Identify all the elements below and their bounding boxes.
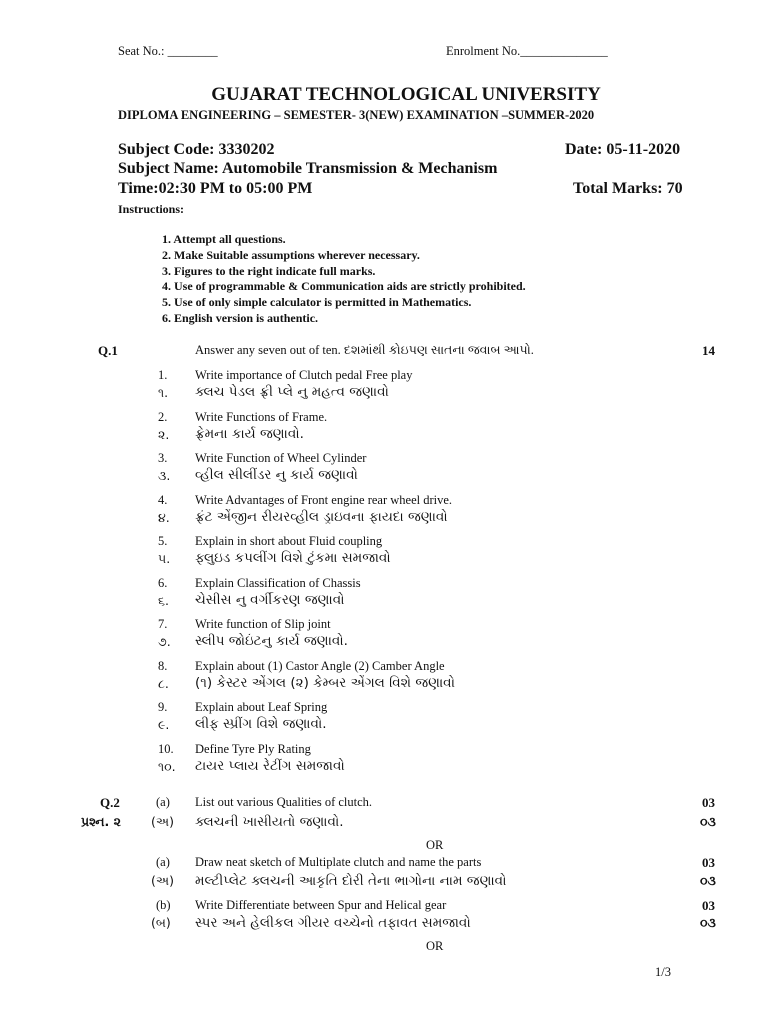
q2a-alt-marks-gujarati: ૦૩ xyxy=(700,873,716,888)
q2b-sub-gujarati: (બ) xyxy=(151,915,171,930)
q1-item-number-gujarati: ૧. xyxy=(158,385,169,400)
q1-item-text: Explain in short about Fluid coupling xyxy=(195,534,383,548)
instruction-item: 6. English version is authentic. xyxy=(162,310,319,325)
q1-item-text: Write Functions of Frame. xyxy=(195,410,328,424)
q1-item-number: 9. xyxy=(158,700,168,714)
q1-label: Q.1 xyxy=(98,343,118,358)
q1-item-text: Write importance of Clutch pedal Free play xyxy=(195,368,413,382)
q1-item-number: 3. xyxy=(158,451,168,465)
q1-item-number-gujarati: ૪. xyxy=(158,510,170,525)
q2b-text-gujarati: સ્પર અને હેલીકલ ગીયર વચ્ચેનો તફાવત સમજાવો xyxy=(195,915,471,931)
university-title: GUJARAT TECHNOLOGICAL UNIVERSITY xyxy=(211,84,601,105)
q1-item-number-gujarati: ૯. xyxy=(158,717,170,732)
total-marks: Total Marks: 70 xyxy=(573,180,683,197)
q1-item-text-gujarati: ફ્રેમના કાર્ય જણાવો. xyxy=(195,426,304,442)
q1-item-number: 1. xyxy=(158,368,168,382)
q2a-marks-gujarati: ૦૩ xyxy=(700,814,716,829)
q1-item-text-gujarati: ફ્લુઇડ કપલીંગ વિશે ટુંકમા સમજાવો xyxy=(195,550,391,566)
q2a-alt-text-gujarati: મલ્ટીપ્લેટ ક્લચની આકૃતિ દોરી તેના ભાગોના નામ જણાવો xyxy=(195,873,507,889)
q2-label-gujarati: પ્રશ્ન. ૨ xyxy=(81,814,121,829)
q1-item-text: Define Tyre Ply Rating xyxy=(195,742,311,756)
q2a-sub-gujarati: (અ) xyxy=(151,814,174,829)
instruction-item: 5. Use of only simple calculator is permitted in Mathematics. xyxy=(162,295,472,310)
enrolment-number: Enrolment No.______________ xyxy=(446,44,608,58)
instructions-list xyxy=(162,232,526,327)
q1-item-number: 2. xyxy=(158,410,168,424)
q1-item-number: 7. xyxy=(158,617,168,631)
q1-marks: 14 xyxy=(702,343,715,358)
q2b-text: Write Differentiate between Spur and Helical gear xyxy=(195,898,447,912)
q1-item-text-gujarati: વ્હીલ સીલીંડર નુ કાર્ય જણાવો xyxy=(195,467,358,483)
or-divider: OR xyxy=(426,939,444,953)
q1-item-text: Write Advantages of Front engine rear wheel drive. xyxy=(195,493,453,507)
instruction-item: 3. Figures to the right indicate full marks. xyxy=(162,263,376,278)
q2a-alt-sub: (a) xyxy=(156,855,170,869)
seat-number: Seat No.: ________ xyxy=(118,44,218,58)
q2a-alt-text: Draw neat sketch of Multiplate clutch and name the parts xyxy=(195,855,482,869)
q2b-sub: (b) xyxy=(156,898,171,912)
exam-line: DIPLOMA ENGINEERING – SEMESTER- 3(NEW) EXAMINATION –SUMMER-2020 xyxy=(118,108,595,122)
q1-item-number: 6. xyxy=(158,576,168,590)
q2a-alt-marks: 03 xyxy=(702,855,715,870)
exam-time: Time:02:30 PM to 05:00 PM xyxy=(118,180,313,197)
q2a-alt-sub-gujarati: (અ) xyxy=(151,873,174,888)
q2b-marks-gujarati: ૦૩ xyxy=(700,915,716,930)
instruction-item: 4. Use of programmable & Communication aids are strictly prohibited. xyxy=(162,279,526,294)
q1-item-text: Explain Classification of Chassis xyxy=(195,576,361,590)
q1-item-text: Explain about Leaf Spring xyxy=(195,700,328,714)
q1-item-text-gujarati: સ્લીપ જોઇંટનુ કાર્ય જણાવો. xyxy=(195,633,348,649)
q1-item-text-gujarati: ક્લચ પેડલ ફ્રી પ્લે નુ મહત્વ જણાવો xyxy=(195,384,389,400)
q1-item-number: 5. xyxy=(158,534,168,548)
exam-date: Date: 05-11-2020 xyxy=(565,141,681,158)
q2a-sub: (a) xyxy=(156,795,170,809)
q1-item-text: Write Function of Wheel Cylinder xyxy=(195,451,367,465)
page-number: 1/3 xyxy=(655,965,671,979)
q1-item-number: 8. xyxy=(158,659,168,673)
q2a-marks: 03 xyxy=(702,795,715,810)
q2a-text-gujarati: ક્લચની ખાસીયતો જણાવો. xyxy=(195,814,344,830)
q1-prompt: Answer any seven out of ten. દશમાંથી કોઇપણ સાતના જવાબ આપો. xyxy=(195,343,534,357)
q1-item-text-gujarati: ચેસીસ નુ વર્ગીકરણ જણાવો xyxy=(195,592,345,608)
q1-item-number-gujarati: ૫. xyxy=(158,551,171,566)
q1-item-number: 4. xyxy=(158,493,168,507)
q2a-text: List out various Qualities of clutch. xyxy=(195,795,373,809)
q2b-marks: 03 xyxy=(702,898,715,913)
instruction-item: 1. Attempt all questions. xyxy=(162,232,286,246)
q1-item-text-gujarati: (૧) કેસ્ટર એંગલ (૨) કેમ્બર એંગલ વિશે જણાવો xyxy=(195,675,455,691)
subject-name: Subject Name: Automobile Transmission & Mechanism xyxy=(118,160,498,177)
subject-code: Subject Code: 3330202 xyxy=(118,141,275,158)
q1-item-text-gujarati: ફ્રંટ એંજીન રીયરવ્હીલ ડ્રાઇવના ફાયદા જણાવો xyxy=(195,509,448,525)
q1-item-text-gujarati: લીફ સ્પ્રીંગ વિશે જણાવો. xyxy=(195,716,327,732)
q1-item-text: Write function of Slip joint xyxy=(195,617,331,631)
instructions-label: Instructions: xyxy=(118,202,185,216)
or-divider: OR xyxy=(426,838,444,852)
q1-item-number-gujarati: ૭. xyxy=(158,634,171,649)
q1-item-number-gujarati: ૮. xyxy=(158,676,169,691)
q1-item-number-gujarati: ૨. xyxy=(158,427,170,442)
q1-item-text-gujarati: ટાયર પ્લાય રેટીંગ સમજાવો xyxy=(195,758,345,774)
q1-item-text: Explain about (1) Castor Angle (2) Camber Angle xyxy=(195,659,445,673)
q2-label: Q.2 xyxy=(100,795,120,810)
q1-item-number-gujarati: ૬. xyxy=(158,593,169,608)
instruction-item: 2. Make Suitable assumptions wherever necessary. xyxy=(162,247,420,262)
q1-item-number-gujarati: ૧૦. xyxy=(158,759,176,774)
q1-item-number: 10. xyxy=(158,742,174,756)
q1-item-number-gujarati: ૩. xyxy=(158,468,171,483)
